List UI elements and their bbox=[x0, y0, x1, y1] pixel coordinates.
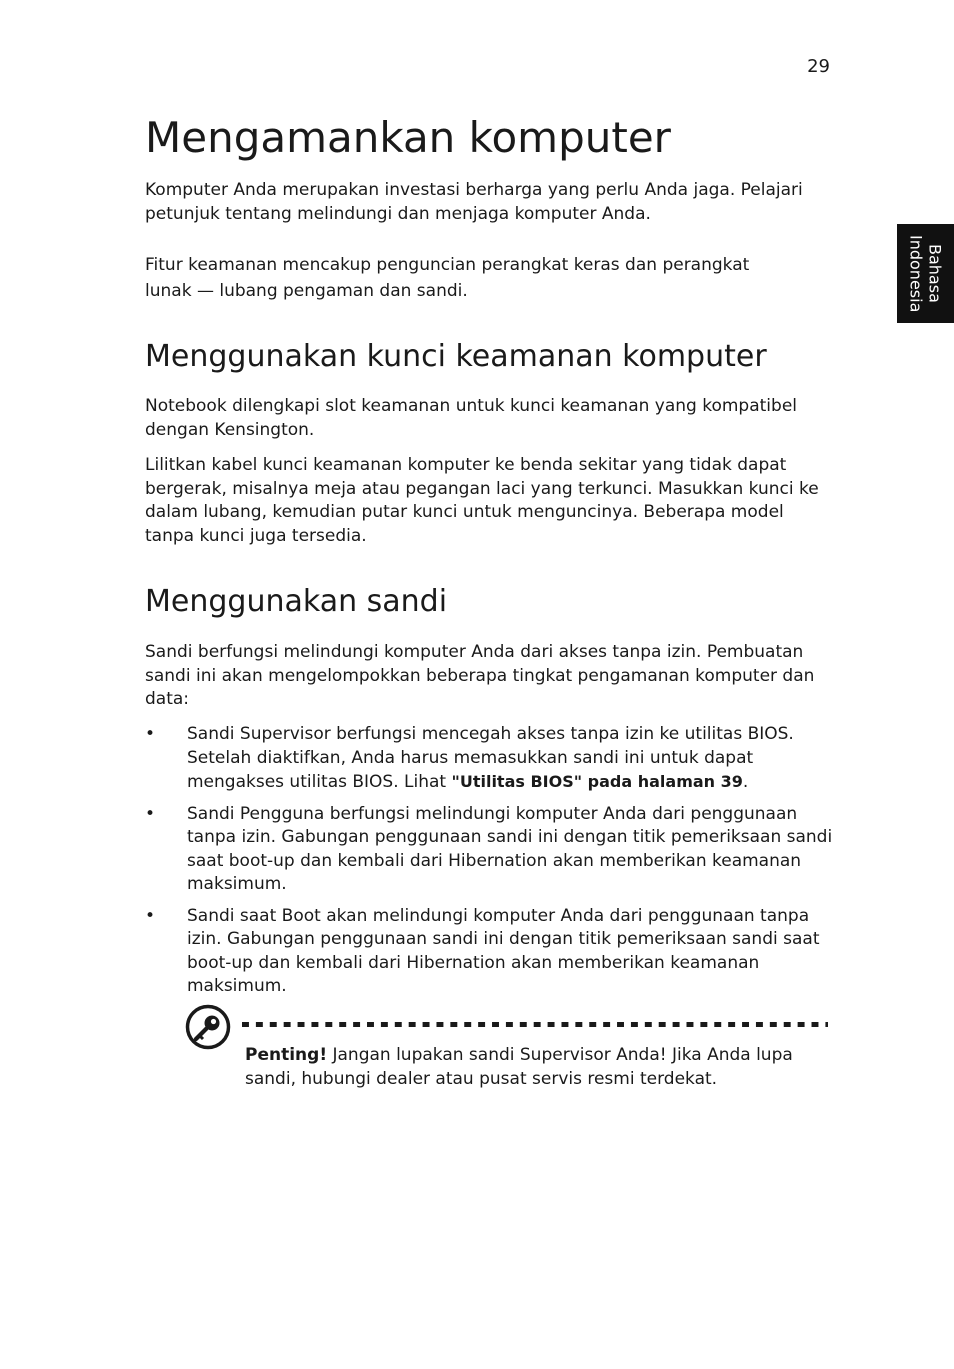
language-tab-line1: Bahasa bbox=[925, 244, 945, 303]
security-lock-paragraph-2 bbox=[145, 454, 835, 548]
section-password bbox=[145, 583, 835, 621]
supervisor-text: Sandi Supervisor berfungsi mencegah akses tanpa izin ke utilitas BIOS. Setelah diaktifkan, Anda harus memasukkan sandi ini untuk dapat mengakses utilitas BIOS. Lihat bbox=[187, 724, 794, 792]
password-list bbox=[145, 723, 835, 999]
section-heading-password: Menggunakan sandi bbox=[145, 584, 448, 619]
page-title: Mengamankan komputer bbox=[145, 113, 671, 162]
supervisor-text-end: . bbox=[742, 772, 749, 792]
note-label: Penting! bbox=[245, 1045, 328, 1065]
user-text: Sandi Pengguna berfungsi melindungi komputer Anda dari penggunaan tanpa izin. Gabungan penggunaan sandi ini dengan titik pemeriksaan sandi saat boot-up dan kembali dari Hibernation akan memberikan keamanan maksimum. bbox=[187, 803, 833, 894]
bullet: • bbox=[145, 724, 156, 744]
note-body: Jangan lupakan sandi Supervisor Anda! Jika Anda lupa sandi, hubungi dealer atau pusat servis resmi terdekat. bbox=[245, 1045, 793, 1089]
security-lock-text-2: Lilitkan kabel kunci keamanan komputer ke benda sekitar yang tidak dapat bergerak, misalnya meja atau pegangan laci yang terkunci. Masukkan kunci ke dalam lubang, kemudian putar kunci untuk menguncinya. Beberapa model tanpa kunci juga tersedia. bbox=[145, 455, 819, 546]
list-item-supervisor bbox=[145, 723, 835, 795]
list-item-boot bbox=[145, 905, 835, 999]
note-dotted-divider bbox=[242, 1022, 828, 1027]
language-tab bbox=[897, 224, 954, 323]
password-intro bbox=[145, 641, 835, 712]
section-heading-security-lock: Menggunakan kunci keamanan komputer bbox=[145, 339, 767, 374]
password-list-container bbox=[145, 723, 835, 1007]
boot-text: Sandi saat Boot akan melindungi komputer Anda dari penggunaan tanpa izin. Gabungan penggunaan sandi ini dengan titik pemeriksaan sandi saat boot-up dan kembali dari Hibernation akan memberikan keamanan maksimum. bbox=[187, 905, 820, 996]
security-lock-paragraph-1 bbox=[145, 395, 835, 442]
intro-paragraph-2 bbox=[145, 252, 835, 304]
intro-paragraph-1 bbox=[145, 179, 835, 226]
security-lock-text-1: Notebook dilengkapi slot keamanan untuk kunci keamanan yang kompatibel dengan Kensington. bbox=[145, 396, 798, 440]
page-number: 29 bbox=[807, 56, 830, 77]
bullet: • bbox=[145, 905, 156, 926]
bios-reference-link[interactable]: "Utilitas BIOS" pada halaman 39 bbox=[451, 772, 743, 791]
list-item-user bbox=[145, 803, 835, 897]
important-key-icon bbox=[185, 1004, 231, 1050]
password-intro-text: Sandi berfungsi melindungi komputer Anda dari akses tanpa izin. Pembuatan sandi ini akan mengelompokkan beberapa tingkat pengamanan komputer dan data: bbox=[145, 642, 815, 709]
section-security-lock bbox=[145, 338, 835, 376]
intro-text-2-line2: lunak — lubang pengaman dan sandi. bbox=[145, 281, 468, 301]
language-tab-line2: Indonesia bbox=[906, 234, 926, 313]
intro-text-2-line1: Fitur keamanan mencakup penguncian perangkat keras dan perangkat bbox=[145, 255, 750, 275]
bullet: • bbox=[145, 803, 156, 824]
important-note bbox=[245, 1044, 830, 1091]
intro-text-1: Komputer Anda merupakan investasi berharga yang perlu Anda jaga. Pelajari petunjuk tentang melindungi dan menjaga komputer Anda. bbox=[145, 180, 803, 224]
